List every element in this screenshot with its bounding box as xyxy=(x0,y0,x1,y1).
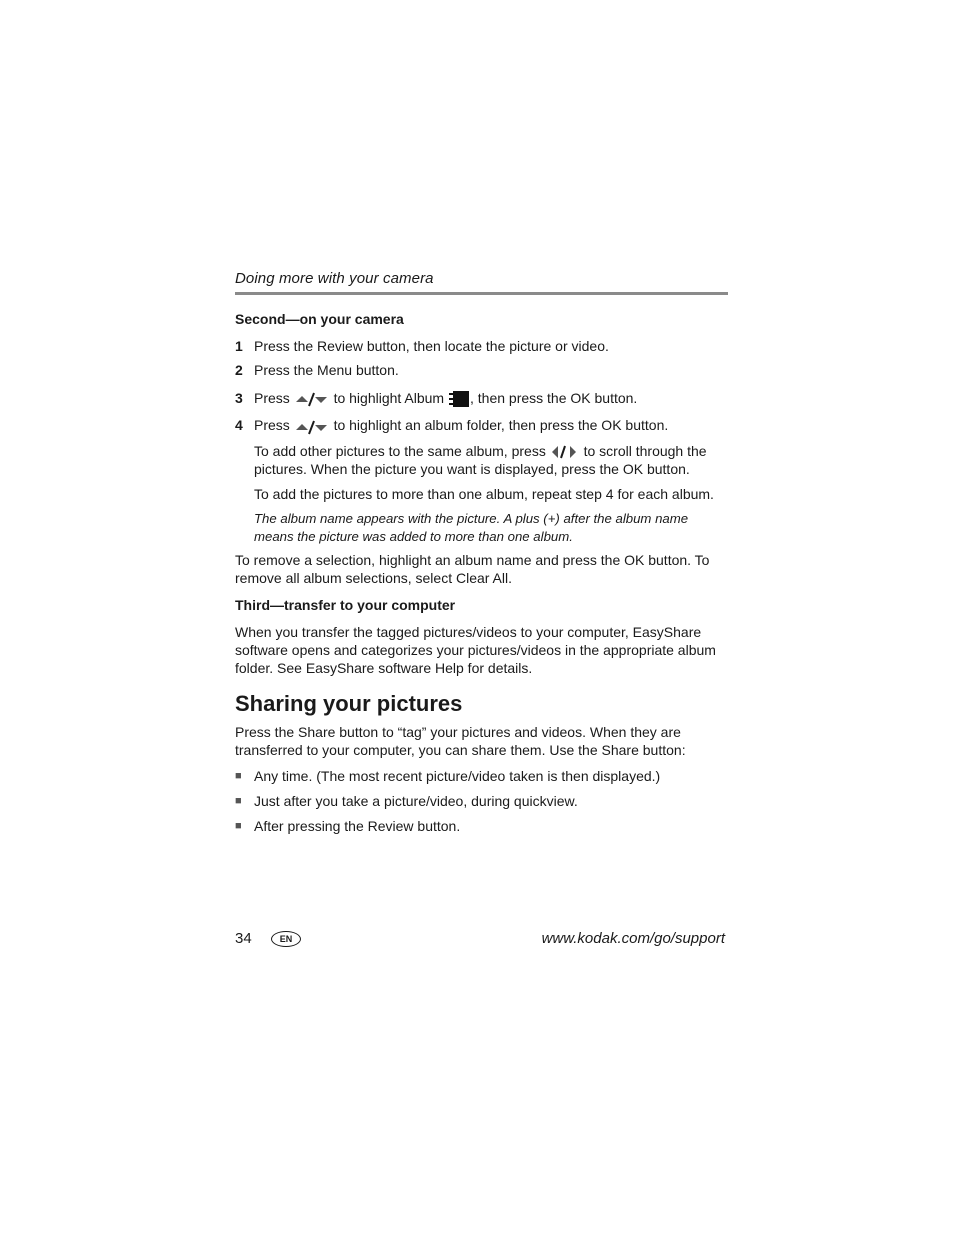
subheading-third: Third—transfer to your computer xyxy=(235,596,456,613)
bullet-text: Any time. (The most recent picture/video taken is then displayed.) xyxy=(254,767,661,784)
album-icon xyxy=(448,390,470,408)
step-text-pre: Press xyxy=(254,390,290,406)
page-number: 34 xyxy=(235,930,252,947)
up-down-arrow-icon xyxy=(294,418,330,436)
step-text-post: to highlight an album folder, then press the OK button. xyxy=(333,417,669,434)
step-4-detail-scroll xyxy=(254,442,728,478)
step-2 xyxy=(235,361,728,379)
list-item xyxy=(235,817,728,835)
step-3 xyxy=(235,389,728,408)
page-footer xyxy=(235,930,725,947)
up-down-arrow-icon xyxy=(294,390,330,408)
step-number: 4 xyxy=(235,417,243,434)
bullet-text: Just after you take a picture/video, during quickview. xyxy=(254,792,578,809)
step-number: 2 xyxy=(235,362,243,378)
manual-page xyxy=(235,270,728,842)
step-4-note: The album name appears with the picture. A plus (+) after the album name means the picture was added to more than one album. xyxy=(254,510,689,544)
bullet-square-icon: ■ xyxy=(235,769,242,782)
step-number: 1 xyxy=(235,338,243,354)
step-text-mid: to highlight Album xyxy=(333,390,445,406)
remove-selection-text: To remove a selection, highlight an album name and press the OK button. To remove all album selections, select Clear All. xyxy=(235,551,710,586)
step-1 xyxy=(235,337,728,355)
step-4-detail-multiple: To add the pictures to more than one album, repeat step 4 for each album. xyxy=(254,485,714,502)
support-url[interactable]: www.kodak.com/go/support xyxy=(541,930,725,947)
step-text: Press the Menu button. xyxy=(254,362,399,378)
bullet-text: After pressing the Review button. xyxy=(254,817,461,834)
step-4 xyxy=(235,416,728,435)
running-header: Doing more with your camera xyxy=(235,270,728,295)
bullet-square-icon: ■ xyxy=(235,819,242,832)
left-right-arrow-icon xyxy=(550,444,580,460)
step-text: Press the Review button, then locate the picture or video. xyxy=(254,338,609,354)
detail-text-post: to scroll through the pictures. When the picture you want is displayed, press the OK button. xyxy=(254,442,707,477)
step-text-post: , then press the OK button. xyxy=(470,390,638,406)
transfer-text: When you transfer the tagged pictures/videos to your computer, EasyShare software opens and categorizes your pictures/videos in the appropriate album folder. See EasyShare software Help for details. xyxy=(235,623,716,676)
step-number: 3 xyxy=(235,390,243,406)
subheading-second: Second—on your camera xyxy=(235,311,404,327)
list-item xyxy=(235,792,728,810)
language-badge: EN xyxy=(271,931,301,947)
list-item xyxy=(235,767,728,785)
section-title-sharing: Sharing your pictures xyxy=(235,690,463,716)
bullet-square-icon: ■ xyxy=(235,794,242,807)
step-text-pre: Press xyxy=(254,417,290,434)
sharing-intro: Press the Share button to “tag” your pictures and videos. When they are transferred to your computer, you can share them. Use the Share button: xyxy=(235,723,686,758)
detail-text-pre: To add other pictures to the same album, press xyxy=(254,442,546,459)
